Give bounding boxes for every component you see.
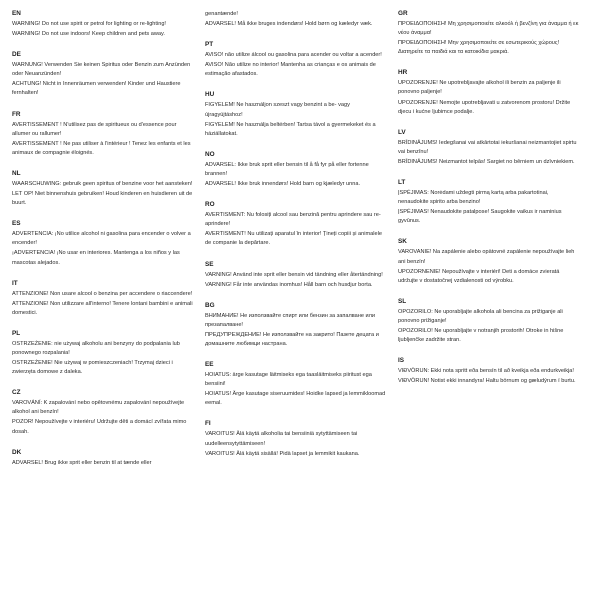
language-code: SK — [398, 238, 407, 246]
warning-text: WAARSCHUWING: gebruik geen spiritus of benzine voor het aansteken! — [12, 180, 193, 187]
warning-text: AVISO! Não utilize no interior! Mantenha as crianças e os animais de estimação afastados. — [205, 62, 376, 78]
language-block-pl — [12, 330, 194, 377]
warning-text: ΠΡΟΕΙΔΟΠΟΙΗΣΗ! Μη χρησιμοποιείτε αλκοόλ ή βενζίνη για άναμμα ή εκ νέου άναμμα! — [398, 21, 579, 37]
language-code: PL — [12, 329, 21, 337]
language-code: HR — [398, 69, 408, 77]
warning-text: AVERTISMENT: Nu folosiți alcool sau benzină pentru aprindere sau re-aprindere! — [205, 212, 381, 228]
language-block-lt — [398, 179, 580, 226]
language-code: HU — [205, 91, 215, 99]
language-code: EE — [205, 361, 214, 369]
warning-text: UPOZORNENIE! Nepoužívajte v interiéri! Deti a domáce zvieratá udržujte v dostatočnej vzdialenosti od výrobku. — [398, 268, 560, 284]
warning-text: WARNUNG! Verwenden Sie keinen Spiritus oder Benzin zum Anzünden oder Neuanzünden! — [12, 62, 191, 78]
language-block-bg — [205, 302, 387, 349]
language-block-en — [12, 10, 194, 39]
language-code: LV — [398, 128, 406, 136]
warning-text: OPOZORILO! Ne uporabljajte v notranjih prostorih! Otroke in hišne ljubljenčke zadržite stran. — [398, 327, 564, 344]
language-block-cz — [12, 389, 194, 436]
warning-text: VAROITUS! Älä käytä sisällä! Pidä lapset ja lemmikit kaukana. — [205, 450, 360, 457]
language-block-se — [205, 261, 387, 290]
language-code: DE — [12, 51, 21, 59]
warning-text: ΠΡΟΕΙΔΟΠΟΙΗΣΗ! Μην χρησιμοποιείτε σε εσωτερικούς χώρους! Διατηρείτε τα παιδιά και τα κατοικίδια μακριά. — [398, 40, 560, 56]
language-code: EN — [12, 10, 21, 17]
language-block-es — [12, 220, 194, 267]
warning-text: BRĪDINĀJUMS! Iedegšanai vai atkārtotai iekuršanai neizmantojiet spirtu vai benzīnu! — [398, 139, 577, 155]
column-2 — [205, 10, 387, 471]
language-code: RO — [205, 201, 215, 209]
language-block-nl — [12, 170, 194, 208]
warning-text: AVERTISMENT! Nu utilizați aparatul în interior! Țineți copiii și animalele de companie la depărtare. — [205, 231, 382, 247]
warning-text: ПРЕДУПРЕЖДЕНИЕ! Не използвайте на закрито! Пазете децата и домашните любимци настрана. — [205, 331, 379, 347]
language-block-hu — [205, 91, 387, 138]
warning-text: BRĪDINĀJUMS! Neizmantot telpās! Sargiet no bērniem un dzīvniekiem. — [398, 158, 575, 165]
language-block-continued — [205, 10, 387, 29]
language-block-ee — [205, 361, 387, 408]
warning-text: OPOZORILO: Ne uporabljajte alkohola ali bencina za prižiganje ali ponovno prižiganje! — [398, 308, 563, 324]
warning-text: FIGYELEM! Ne használja beltérben! Tartsa távol a gyermekeket és a háziállatokat. — [205, 121, 376, 137]
language-code: SL — [398, 297, 407, 305]
warning-text: VARNING! Får inte användas inomhus! Håll barn och husdjur borta. — [205, 281, 373, 288]
warning-text: VIÐVÖRUN! Notist ekki innandyra! Haltu börnum og gæludýrum í burtu. — [398, 378, 576, 385]
language-code: LT — [398, 179, 406, 187]
warning-text: OSTRZEŻENIE! Nie używaj w pomieszczeniach! Trzymaj dzieci i zwierzęta domowe z daleka. — [12, 360, 173, 376]
language-block-dk — [12, 449, 194, 468]
warning-text: VAROVANIE! Na zapálenie alebo opätovné zapálenie nepoužívajte lieh ani benzín! — [398, 249, 575, 265]
language-code: NO — [205, 150, 215, 158]
column-3 — [398, 10, 580, 398]
language-code: SE — [205, 260, 214, 268]
warning-text: ВНИМАНИЕ! Не използвайте спирт или бензин за запалване или презапалване! — [205, 312, 376, 328]
warning-text: ATTENZIONE! Non usare alcool o benzina per accendere o riaccendere! — [12, 290, 193, 297]
warning-text: genantænde! — [205, 11, 238, 17]
warning-text: ĮSPĖJIMAS: Norėdami uždegti pirmą kartą arba pakartotinai, nenaudokite spirito arba benzino! — [398, 190, 549, 206]
language-code: IT — [12, 279, 18, 287]
language-code: FI — [205, 420, 211, 428]
warning-text: UPOZORENJE! Nemojte upotrebljavati u zatvorenom prostoru! Držite djecu i kućne ljubimce podalje. — [398, 99, 571, 115]
warning-text: ADVARSEL: Ikke bruk sprit eller bensin til å få fyr på eller fortenne brannen! — [205, 161, 369, 177]
warning-text: ¡ADVERTENCIA! ¡No usar en interiores. Mantenga a los niños y las mascotas alejados. — [12, 250, 180, 266]
language-block-sl — [398, 298, 580, 345]
warning-text: UPOZORENJE! Ne upotrebljavajte alkohol ili benzin za paljenje ili ponovno paljenje! — [398, 80, 561, 96]
language-code: CZ — [12, 389, 21, 397]
warning-text: VAROVÁNÍ: K zapalování nebo opětovnému zapalování nepoužívejte alkohol ani benzín! — [12, 400, 185, 416]
language-block-gr — [398, 10, 580, 57]
warning-text: ĮSPĖJIMAS! Nenaudokite patalpose! Saugokite vaikus ir naminius gyvūnus. — [398, 209, 562, 225]
language-code: NL — [12, 169, 21, 177]
warning-text: HOIATUS! Ärge kasutage siseruumides! Hoidke lapsed ja lemmikloomad eemal. — [205, 391, 386, 407]
warning-text: LET OP! Niet binnenshuis gebruiken! Houd kinderen en huisdieren uit de buurt. — [12, 191, 193, 207]
language-block-hr — [398, 69, 580, 116]
language-code: DK — [12, 448, 22, 456]
warning-text: AVERTISSEMENT ! N'utilisez pas de spiritueux ou d'essence pour allumer ou rallumer! — [12, 121, 177, 137]
language-code: BG — [205, 301, 215, 309]
warning-text: ADVARSEL! Må ikke bruges indendørs! Hold børn og kæledyr væk. — [205, 21, 373, 28]
warning-text: ATTENZIONE! Non utilizzare all'interno! Tenere lontani bambini e animali domestici. — [12, 300, 193, 316]
language-code: ES — [12, 220, 21, 228]
warning-text: HOIATUS: ärge kasutage läitmiseks ega taasläitmiseks piiritust ega bensiini! — [205, 372, 372, 388]
language-block-it — [12, 280, 194, 318]
language-block-fi — [205, 420, 387, 458]
language-code: GR — [398, 10, 408, 17]
warning-text: VARNING! Använd inte sprit eller bensin vid tändning eller återtändning! — [205, 271, 383, 278]
warning-text: AVERTISSEMENT ! Ne pas utiliser à l'intérieur ! Tenez les enfants et les animaux de compagnie éloignés. — [12, 140, 191, 156]
language-code: IS — [398, 357, 405, 365]
language-block-lv — [398, 129, 580, 167]
language-block-no — [205, 151, 387, 189]
warning-text: ACHTUNG! Nicht in Innenräumen verwenden! Kinder und Haustiere fernhalten! — [12, 81, 181, 97]
language-block-is — [398, 357, 580, 386]
warning-text: POZOR! Nepoužívejte v interiéru! Udržujte děti a domácí zvířata mimo dosah. — [12, 419, 187, 435]
warning-text: VIÐVÖRUN: Ekki nota spritt eða bensín til að kveikja eða endurkveikja! — [398, 368, 574, 375]
language-code: PT — [205, 41, 214, 49]
warning-text: WARNING! Do not use indoors! Keep children and pets away. — [12, 31, 165, 38]
warning-text: FIGYELEM! Ne használjon szeszt vagy benzint a be- vagy újragyújtáshoz! — [205, 102, 350, 118]
language-code: FR — [12, 110, 21, 118]
warning-text: ADVARSEL! Brug ikke sprit eller benzin til at tænde eller — [12, 459, 152, 466]
warning-text: WARNING! Do not use spirit or petrol for lighting or re-lighting! — [12, 21, 166, 27]
warning-text: OSTRZEŻENIE: nie używaj alkoholu ani benzyny do podpalania lub ponownego rozpalania! — [12, 340, 180, 356]
language-block-ro — [205, 201, 387, 248]
column-1 — [12, 10, 194, 480]
warning-text: ADVERTENCIA: ¡No utilice alcohol ni gasolina para encender o volver a encender! — [12, 231, 191, 247]
language-block-sk — [398, 238, 580, 285]
language-block-fr — [12, 111, 194, 158]
language-block-de — [12, 51, 194, 98]
language-block-pt — [205, 41, 387, 79]
warning-text: VAROITUS! Älä käytä alkoholia tai bensiiniä sytyttämiseen tai uudelleensytyttämiseen! — [205, 431, 358, 447]
warning-text: AVISO! não utilize álcool ou gasolina para acender ou voltar a acender! — [205, 52, 382, 59]
warning-text: ADVARSEL! Ikke bruk innendørs! Hold barn og kjæledyr unna. — [205, 181, 361, 188]
